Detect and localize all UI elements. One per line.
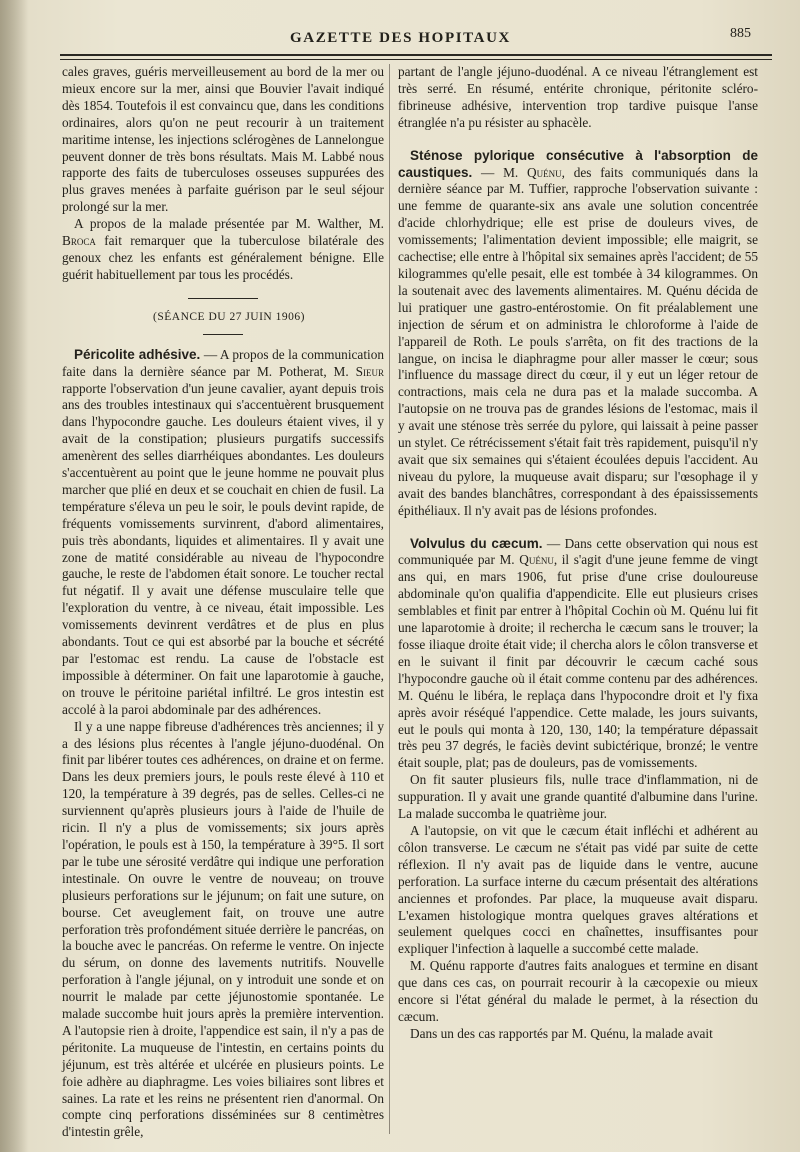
paragraph: [398, 148, 758, 520]
session-date: (SÉANCE DU 27 JUIN 1906): [153, 310, 305, 323]
paragraph: [62, 216, 384, 284]
section-rule: [203, 334, 243, 335]
text-run: — M.: [472, 164, 528, 180]
author-name: Quénu: [527, 164, 562, 180]
header-rule-thick: [60, 54, 772, 56]
section-rule: [188, 298, 258, 299]
paragraph: [62, 347, 384, 719]
text-run: , des faits communiqués dans la dernière séance par M. Tuffier, rapproche l'observation suivante : une femme de quarante-six ans avale une solution concentrée d'acide chlorhydrique; elle est prise de douleurs vives, de vomissements; l'alimentation devient impossible; elle maigrit, se cachectise; elle entre à l'hôpital six semaines après l'accident; de 55 kilogrammes qu'elle pesait, elle est tombée à 34 kilogrammes. On la soutenait avec des lavements alimentaires. M. Quénu décida de lui pratiquer une gastro-entérostomie. On fit préalablement une injection de sérum et on administra le chloroforme à l'aide de l'appareil de Roth. Le pouls s'arrêta, on fit des tractions de la langue, on incisa le diaphragme pour aller masser le cœur; sous l'influence du massage direct du cœur, il y eut un léger retour de contractions, mais cela ne dura pas et la malade succomba. A l'autopsie on ne trouva pas de grandes lésions de l'estomac, mais il y avait une sténose très serrée du pylore, qui laissait à peine passer un stylet. Ce rétrécissement s'était fait très rapidement, puisqu'il n'y avait que six semaines qui s'étaient écoulées depuis l'accident. Au niveau du pylore, la muqueuse avait disparu; sur l'œsophage il y avait des bandes blanchâtres, correspondant à des épaississements épithéliaux. Il n'y avait pas de lésions profondes.: [398, 164, 758, 518]
paragraph: [398, 536, 758, 773]
column-divider: [389, 64, 390, 1134]
page-number: 885: [730, 26, 751, 41]
paragraph: cales graves, guéris merveilleusement au bord de la mer ou mieux encore sur la mer, ainsi que Bouvier l'avait indiqué dès 1854. Toutefois il est convaincu que, dans les conditions ordinaires, alors qu'on ne peut recourir à un traitement maritime intense, les injections sclérogènes de Lannelongue peuvent donner de très bons résultats. Mais M. Labbé nous rapporte des faits de tuberculoses osseuses suppurées des plus graves menées à parfaite guérison par le seul séjour prolongé sur la mer.: [62, 64, 384, 215]
binding-shadow: [0, 0, 28, 1152]
paragraph: M. Quénu rapporte d'autres faits analogues et termine en disant que dans ces cas, on pourrait recourir à la cæcopexie ou mieux encore si l'état général du malade le permet, à la résection du cæcum.: [398, 958, 758, 1024]
paragraph: On fit sauter plusieurs fils, nulle trace d'inflammation, ni de suppuration. Il y avait une grande quantité d'albumine dans l'urine. La malade succomba le quatrième jour.: [398, 772, 758, 822]
text-run: rapporte l'observation d'un jeune cavalier, ayant depuis trois ans des troubles intestinaux qui s'accentuèrent brusquement dans l'hypocondre gauche. Les douleurs étaient vives, il y avait de la constipation; plusieurs purgatifs successifs amenèrent des selles diarrhéiques abondantes. Les douleurs s'accentuèrent au point que le jeune homme ne pouvait plus marcher que plié en deux et se couchait en chien de fusil. La température s'éleva un peu le soir, le pouls devint rapide, de fréquents vomissements survinrent, d'abord alimentaires, puis très abondants, liquides et alimentaires. Il y avait une zone de matité considérable au niveau de l'hypocondre gauche, le reste de l'abdomen était sonore. Le toucher rectal fut négatif. Il y avait une défense musculaire telle que l'exploration du ventre, à ce niveau, était impossible. Les vomissements devinrent verdâtres et de plus en plus abondants. Tout ce qui est absorbé par la bouche et sécrété par l'estomac est rendu. La cause de l'obstacle est impossible à déterminer. On fait une laparotomie à gauche, on trouve le péritoine pariétal infiltré. Le gros intestin est accolé à la paroi abdominale par des adhérences.: [62, 380, 384, 717]
author-name: Broca: [62, 233, 96, 249]
spacer: [398, 520, 758, 536]
paragraph: Dans un des cas rapportés par M. Quénu, la malade avait: [410, 1025, 713, 1041]
text-run: — Dans cette observation qui nous est communiquée par M.: [398, 535, 758, 568]
author-name: Sieur: [355, 363, 384, 379]
left-column: [62, 64, 384, 1141]
section-heading: Péricolite adhésive.: [74, 346, 201, 362]
section-heading: Volvulus du cæcum.: [410, 535, 543, 551]
running-header: GAZETTE DES HOPITAUX: [290, 30, 511, 46]
paragraph: partant de l'angle jéjuno-duodénal. A ce niveau l'étranglement est très serré. En résumé, entérite chronique, péritonite scléro-fibrineuse adhésive, intervention trop tardive puisque l'anse étranglée n'a pu résister au sphacèle.: [398, 64, 758, 130]
text-run: A propos de la malade présentée par M. Walther, M.: [74, 216, 384, 232]
paragraph: Il y a une nappe fibreuse d'adhérences très anciennes; il y a des lésions plus récentes à l'angle jéjuno-duodénal. On finit par libérer toutes ces adhérences, on draine et on ferme. Dans les deux premiers jours, le pouls reste élevé à 110 et 120, la température à 39 degrés, pas de selles. Celles-ci ne surviennent qu'après plusieurs jours à l'aide de l'huile de ricin. Il n'y a plus de vomissements; six jours après l'opération, le pouls est à 150, la température à 39°5. Il sort par le tube une sérosité verdâtre qui indique une perforation intestinale. On ouvre le ventre de nouveau; on trouve plusieurs perforations sur le jéjunum; on fait une suture, on bourse. Cet aveuglement fait, on trouve une autre perforation très profondément située derrière le pancréas, on la bouche avec le pancréas. On referme le ventre. On injecte du sérum, on donne des lavements nutritifs. Nouvelle perforation à l'angle jéjunal, on y introduit une sonde et on nourrit le malade par cette jéjunostomie spontanée. Le malade succombe huit jours après la première intervention. A l'autopsie rien à droite, l'appendice est sain, il n'y a pas de péritonite. La muqueuse de l'intestin, en certains points du jéjunum, est très altérée et ulcérée en plusieurs points. Le foie adhère au diaphragme. Les voies biliaires sont libres et saines. La rate et les reins ne présentent rien d'anormal. On compte cinq perforations disséminées sur 8 centimètres d'intestin grêle,: [62, 718, 384, 1140]
text-run: fait remarquer que la tuberculose bilatérale des genoux chez les enfants est généralement bénigne. Elle guérit habituellement par tous les procédés.: [62, 233, 384, 282]
paragraph: A l'autopsie, on vit que le cæcum était infléchi et adhérent au côlon transverse. Le cæcum ne s'était pas vidé par suite de cette réflexion. Il n'y avait pas de liquide dans le ventre, aucune perforation. La surface interne du cæcum présentait des altérations anciennes et profondes. Par place, la muqueuse avait disparu. L'examen histologique montra quelques graves altérations et seulement quelques cocci en chaînettes, insuffisantes pour expliquer l'infection à laquelle a succombé cette malade.: [398, 822, 758, 957]
section-heading: Sténose pylorique consécutive à l'absorption de caustiques.: [398, 147, 758, 180]
text-run: , il s'agit d'une jeune femme de vingt ans qui, en mars 1906, fut prise d'une crise douloureuse abdominale qu'on qualifia d'appendicite. Elle eut plusieurs crises semblables et finit par entrer à l'hôpital Cochin où M. Quénu lui fit une laparotomie à droite; il rechercha le cæcum sans le trouver; la fosse iliaque droite était vide; il chercha alors le côlon transverse et en le suivant il finit par découvrir le cæcum caché sous l'hypocondre gauche où il était comme contenu par des adhérences. M. Quénu le libéra, le replaça dans l'hypocondre droit et l'y fixa après avoir réséqué l'appendice. Cette malade, les jours suivants, eut le pouls qui monta à 120, 130, 140; la température dépassait très peu 37 degrés, le faciès devint subictérique, bronzé; le ventre était souple, plat; pas de douleurs, pas de vomissements.: [398, 552, 758, 771]
header-rule-thin: [60, 59, 772, 60]
spacer: [398, 132, 758, 148]
text-run: — A propos de la communication faite dans la dernière séance par M. Potherat, M.: [62, 346, 385, 379]
right-column: [398, 64, 758, 1043]
author-name: Quénu: [519, 552, 554, 568]
